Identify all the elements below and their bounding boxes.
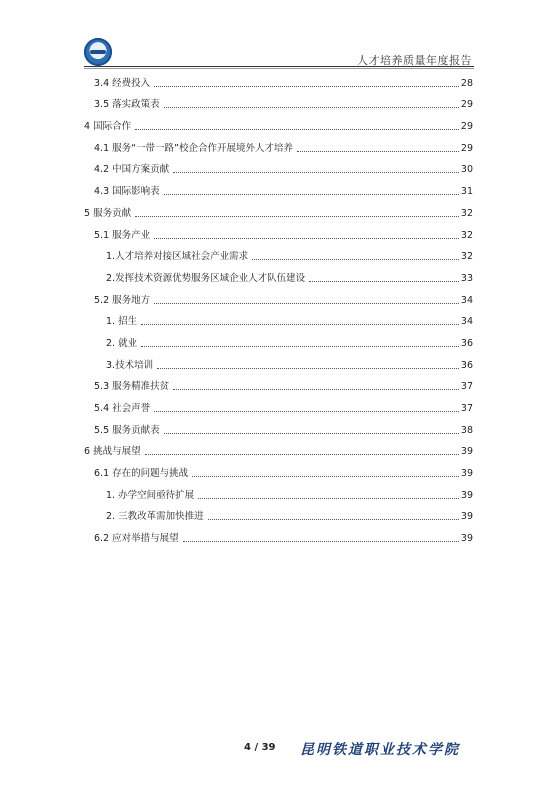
footer-school-name: 昆明铁道职业技术学院 xyxy=(300,742,460,758)
toc-entry[interactable] xyxy=(84,328,473,350)
toc-entry[interactable] xyxy=(84,263,473,285)
toc-entry-title: 4 国际合作 xyxy=(84,121,132,133)
toc-leader-dots xyxy=(173,172,459,173)
toc-entry-title: 1. 招生 xyxy=(106,316,138,328)
toc-entry[interactable] xyxy=(84,502,473,524)
toc-entry-title: 6.1 存在的问题与挑战 xyxy=(94,468,189,480)
toc-entry-title: 6.2 应对举措与展望 xyxy=(94,533,179,545)
header-title: 人才培养质量年度报告 xyxy=(357,54,472,67)
toc-entry[interactable] xyxy=(84,242,473,264)
toc-entry-page: 37 xyxy=(460,403,473,414)
toc-entry-page: 34 xyxy=(460,294,473,306)
toc-entry-title: 5.1 服务产业 xyxy=(94,229,151,241)
toc-entry-page: 30 xyxy=(460,164,473,176)
toc-entry-page: 36 xyxy=(460,337,473,349)
toc-entry-page: 32 xyxy=(460,251,473,263)
toc-entry[interactable] xyxy=(84,155,473,177)
toc-entry-title: 2.发挥技术资源优势服务区域企业人才队伍建设 xyxy=(106,272,306,284)
toc-entry[interactable] xyxy=(84,393,473,415)
toc-leader-dots xyxy=(141,346,459,347)
toc-entry-title: 1. 办学空间亟待扩展 xyxy=(106,489,195,501)
toc-entry-page: 39 xyxy=(460,533,473,545)
toc-entry[interactable] xyxy=(84,111,473,133)
toc-entry-title: 4.1 服务“一带一路”校企合作开展境外人才培养 xyxy=(94,142,293,154)
toc-entry-title: 3.4 经费投入 xyxy=(94,77,151,89)
toc-entry[interactable] xyxy=(84,437,473,459)
toc-leader-dots xyxy=(154,411,459,412)
toc-entry[interactable] xyxy=(84,68,473,90)
school-logo-icon xyxy=(84,38,112,66)
toc-leader-dots xyxy=(135,129,459,130)
page-number: 4 / 39 xyxy=(244,742,276,753)
toc-entry-page: 32 xyxy=(460,207,473,219)
toc-entry-title: 5 服务贡献 xyxy=(84,207,132,219)
toc-entry-title: 4.2 中国方案贡献 xyxy=(94,164,170,176)
toc-entry-page: 31 xyxy=(460,186,473,198)
toc-leader-dots xyxy=(141,324,459,325)
toc-entry[interactable] xyxy=(84,480,473,502)
toc-leader-dots xyxy=(154,238,459,239)
toc-leader-dots xyxy=(198,498,459,499)
toc-leader-dots xyxy=(154,303,459,304)
toc-leader-dots xyxy=(145,454,459,455)
toc-entry-page: 39 xyxy=(460,489,473,501)
toc-entry-title: 2. 就业 xyxy=(106,337,138,349)
toc-leader-dots xyxy=(164,107,459,108)
toc-entry-page: 36 xyxy=(460,359,473,371)
toc-entry-title: 4.3 国际影响表 xyxy=(94,186,160,198)
toc-entry-page: 32 xyxy=(460,229,473,241)
toc-entry-page: 29 xyxy=(460,142,473,154)
toc-entry-page: 28 xyxy=(460,77,473,89)
toc-entry-title: 5.2 服务地方 xyxy=(94,294,151,306)
toc-entry[interactable] xyxy=(84,285,473,307)
toc-entry-title: 3.技术培训 xyxy=(106,359,154,371)
toc-entry-page: 29 xyxy=(460,99,473,111)
toc-entry-page: 38 xyxy=(460,424,473,436)
toc-leader-dots xyxy=(192,476,459,477)
toc-leader-dots xyxy=(183,541,459,542)
toc-leader-dots xyxy=(252,259,459,260)
toc-entry[interactable] xyxy=(84,198,473,220)
toc-entry[interactable] xyxy=(84,176,473,198)
toc-entry[interactable] xyxy=(84,90,473,112)
table-of-contents xyxy=(84,68,473,545)
toc-entry-page: 39 xyxy=(460,468,473,480)
toc-leader-dots xyxy=(164,194,459,195)
toc-entry[interactable] xyxy=(84,350,473,372)
toc-leader-dots xyxy=(309,281,459,282)
toc-entry-page: 39 xyxy=(460,511,473,523)
toc-leader-dots xyxy=(135,216,459,217)
toc-entry[interactable] xyxy=(84,523,473,545)
toc-entry[interactable] xyxy=(84,415,473,437)
toc-leader-dots xyxy=(208,519,459,520)
header-divider xyxy=(84,66,474,67)
toc-entry-page: 29 xyxy=(460,121,473,133)
toc-entry-title: 2. 三教改革需加快推进 xyxy=(106,511,204,523)
toc-entry-page: 39 xyxy=(460,446,473,458)
toc-entry[interactable] xyxy=(84,372,473,394)
toc-entry-title: 5.4 社会声誉 xyxy=(94,403,151,414)
toc-entry-page: 34 xyxy=(460,316,473,328)
toc-entry[interactable] xyxy=(84,220,473,242)
toc-entry-page: 37 xyxy=(460,381,473,393)
toc-entry[interactable] xyxy=(84,458,473,480)
toc-entry-title: 5.3 服务精准扶贫 xyxy=(94,381,170,393)
toc-leader-dots xyxy=(173,389,459,390)
toc-leader-dots xyxy=(154,86,459,87)
toc-entry-page: 33 xyxy=(460,272,473,284)
toc-entry-title: 5.5 服务贡献表 xyxy=(94,424,160,436)
toc-leader-dots xyxy=(297,151,459,152)
toc-entry-title: 1.人才培养对接区域社会产业需求 xyxy=(106,251,249,263)
toc-entry-title: 3.5 落实政策表 xyxy=(94,99,160,111)
toc-leader-dots xyxy=(164,433,459,434)
toc-leader-dots xyxy=(157,368,459,369)
toc-entry-title: 6 挑战与展望 xyxy=(84,446,141,458)
toc-entry[interactable] xyxy=(84,133,473,155)
toc-entry[interactable] xyxy=(84,307,473,329)
